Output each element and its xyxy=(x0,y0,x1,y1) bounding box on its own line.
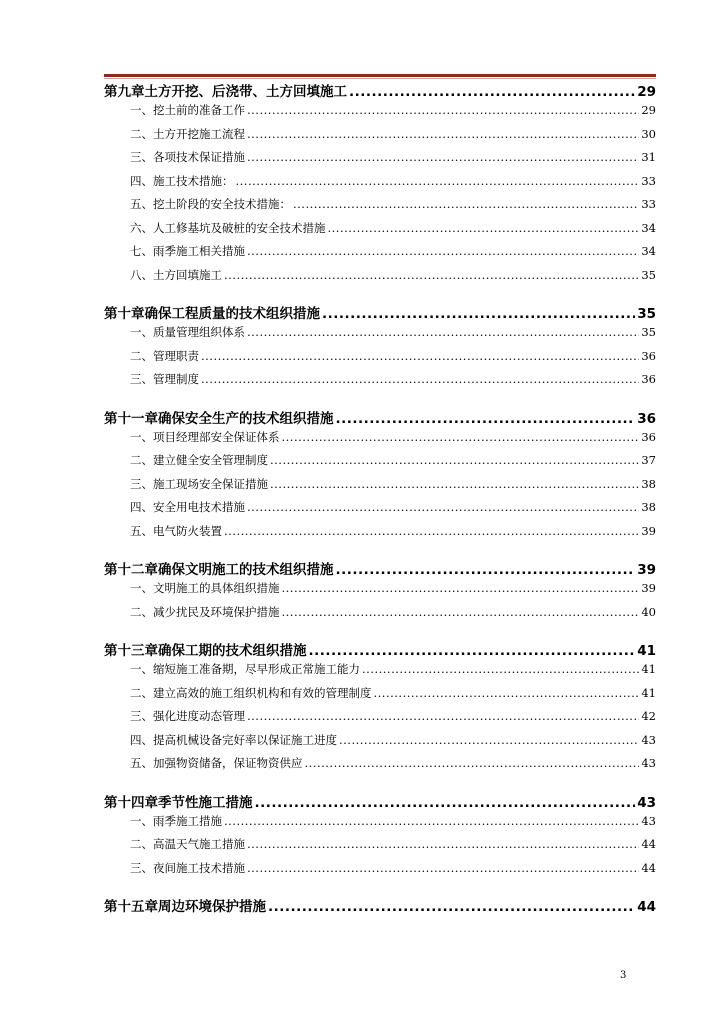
header-rule-thin xyxy=(104,78,656,79)
section-title: 施工技术措施： xyxy=(153,173,234,188)
chapter-page-number: 44 xyxy=(637,899,656,915)
section-title: 缩短施工准备期，尽早形成正常施工能力 xyxy=(153,662,360,676)
section-number: 二、 xyxy=(130,837,153,851)
toc-section-row[interactable] xyxy=(104,476,656,500)
toc-chapter-row[interactable] xyxy=(104,791,656,813)
section-page-number: 36 xyxy=(641,372,656,386)
chapter-number: 第十三章 xyxy=(104,643,158,659)
toc-chapter-row[interactable] xyxy=(104,895,656,917)
toc-chapter-row[interactable] xyxy=(104,407,656,429)
section-number: 一、 xyxy=(130,813,153,828)
toc-section-row[interactable] xyxy=(104,755,656,779)
chapter-title: 周边环境保护措施 xyxy=(158,899,266,915)
section-number: 二、 xyxy=(130,453,153,467)
section-title: 文明施工的具体组织措施 xyxy=(153,581,280,595)
section-title: 雨季施工相关措施 xyxy=(153,244,245,258)
toc-section-row[interactable] xyxy=(104,243,656,267)
section-page-number: 37 xyxy=(641,453,656,467)
table-of-contents xyxy=(104,80,656,917)
section-page-number: 43 xyxy=(641,756,656,770)
section-page-number: 35 xyxy=(641,267,656,282)
toc-section-row[interactable] xyxy=(104,685,656,709)
section-number: 五、 xyxy=(130,756,153,770)
dot-leader xyxy=(247,244,639,258)
section-number: 七、 xyxy=(130,244,153,258)
section-title: 加强物资储备，保证物资供应 xyxy=(153,756,303,770)
section-number: 三、 xyxy=(130,476,153,491)
toc-section-row[interactable] xyxy=(104,604,656,628)
chapter-number: 第十四章 xyxy=(104,794,158,811)
dot-leader xyxy=(224,524,639,538)
chapter-page-number: 29 xyxy=(637,84,656,100)
section-number: 三、 xyxy=(130,709,153,723)
section-page-number: 44 xyxy=(641,837,656,851)
section-number: 四、 xyxy=(130,732,153,747)
toc-section-row[interactable] xyxy=(104,708,656,732)
dot-leader xyxy=(282,581,640,595)
section-title: 管理职责 xyxy=(153,348,199,363)
toc-section-row[interactable] xyxy=(104,267,656,291)
section-title: 质量管理组织体系 xyxy=(153,325,245,339)
section-title: 挖土前的准备工作 xyxy=(153,103,245,117)
section-number: 一、 xyxy=(130,581,153,595)
toc-section-row[interactable] xyxy=(104,371,656,395)
section-number: 三、 xyxy=(130,150,153,164)
section-title: 土方回填施工 xyxy=(153,267,222,282)
toc-section-row[interactable] xyxy=(104,836,656,860)
chapter-title: 确保安全生产的技术组织措施 xyxy=(158,410,334,427)
chapter-number: 第十一章 xyxy=(104,410,158,427)
section-number: 二、 xyxy=(130,348,153,363)
section-page-number: 38 xyxy=(641,476,656,491)
dot-leader xyxy=(362,662,639,676)
section-number: 八、 xyxy=(130,267,153,282)
section-page-number: 36 xyxy=(641,429,656,444)
toc-section-row[interactable] xyxy=(104,149,656,173)
section-page-number: 35 xyxy=(641,325,656,339)
dot-leader xyxy=(309,643,636,659)
section-number: 一、 xyxy=(130,325,153,339)
section-number: 二、 xyxy=(130,126,153,141)
chapter-title: 确保文明施工的技术组织措施 xyxy=(158,562,334,578)
dot-leader xyxy=(247,127,639,141)
dot-leader xyxy=(247,150,639,164)
section-page-number: 40 xyxy=(641,604,656,619)
toc-section-row[interactable] xyxy=(104,452,656,476)
section-title: 各项技术保证措施 xyxy=(153,150,245,164)
chapter-page-number: 39 xyxy=(637,562,656,578)
dot-leader xyxy=(336,562,636,578)
toc-section-row[interactable] xyxy=(104,429,656,453)
toc-section-row[interactable] xyxy=(104,499,656,523)
chapter-title: 土方开挖、后浇带、土方回填施工 xyxy=(144,84,347,100)
chapter-title: 确保工程质量的技术组织措施 xyxy=(144,306,320,322)
section-page-number: 34 xyxy=(641,220,656,235)
section-number: 三、 xyxy=(130,860,153,875)
section-title: 强化进度动态管理 xyxy=(153,709,245,723)
section-title: 雨季施工措施 xyxy=(153,813,222,828)
section-title: 土方开挖施工流程 xyxy=(153,126,245,141)
section-page-number: 41 xyxy=(641,685,656,700)
dot-leader xyxy=(339,733,639,747)
dot-leader xyxy=(247,103,639,117)
dot-leader xyxy=(322,306,635,322)
section-number: 五、 xyxy=(130,197,153,211)
section-number: 三、 xyxy=(130,372,153,386)
section-title: 夜间施工技术措施 xyxy=(153,860,245,875)
section-number: 一、 xyxy=(130,103,153,117)
dot-leader xyxy=(293,197,639,211)
dot-leader xyxy=(270,453,639,467)
dot-leader xyxy=(255,795,636,811)
dot-leader xyxy=(305,756,640,770)
section-page-number: 41 xyxy=(641,662,656,676)
dot-leader xyxy=(247,500,639,514)
section-title: 项目经理部安全保证体系 xyxy=(153,429,280,444)
section-title: 挖土阶段的安全技术措施： xyxy=(153,197,291,211)
section-page-number: 36 xyxy=(641,348,656,363)
chapter-number: 第十章 xyxy=(104,306,145,322)
section-title: 管理制度 xyxy=(153,372,199,386)
section-title: 高温天气施工措施 xyxy=(153,837,245,851)
chapter-title: 确保工期的技术组织措施 xyxy=(158,643,307,659)
chapter-number: 第十五章 xyxy=(104,899,158,915)
section-page-number: 43 xyxy=(641,732,656,747)
toc-section-row[interactable] xyxy=(104,732,656,756)
section-number: 四、 xyxy=(130,173,153,188)
dot-leader xyxy=(282,430,640,444)
chapter-page-number: 41 xyxy=(637,643,656,659)
section-page-number: 29 xyxy=(641,103,656,117)
section-number: 四、 xyxy=(130,500,153,514)
section-page-number: 30 xyxy=(641,126,656,141)
section-title: 安全用电技术措施 xyxy=(153,500,245,514)
section-title: 建立高效的施工组织机构和有效的管理制度 xyxy=(153,685,372,700)
dot-leader xyxy=(224,268,639,282)
chapter-page-number: 35 xyxy=(637,306,656,322)
dot-leader xyxy=(247,709,639,723)
section-page-number: 42 xyxy=(641,709,656,723)
chapter-number: 第九章 xyxy=(104,84,145,100)
dot-leader xyxy=(224,814,639,828)
dot-leader xyxy=(247,325,639,339)
toc-section-row[interactable] xyxy=(104,580,656,604)
toc-section-row[interactable] xyxy=(104,523,656,547)
dot-leader xyxy=(374,686,640,700)
dot-leader xyxy=(328,221,640,235)
section-number: 一、 xyxy=(130,429,153,444)
dot-leader xyxy=(349,84,635,100)
section-number: 五、 xyxy=(130,523,153,538)
chapter-title: 季节性施工措施 xyxy=(158,794,253,811)
section-title: 提高机械设备完好率以保证施工进度 xyxy=(153,732,337,747)
section-title: 建立健全安全管理制度 xyxy=(153,453,268,467)
toc-chapter-row[interactable] xyxy=(104,80,656,102)
section-title: 施工现场安全保证措施 xyxy=(153,476,268,491)
toc-section-row[interactable] xyxy=(104,102,656,126)
section-page-number: 44 xyxy=(641,860,656,875)
dot-leader xyxy=(247,837,639,851)
dot-leader xyxy=(236,174,640,188)
chapter-number: 第十二章 xyxy=(104,562,158,578)
dot-leader xyxy=(201,372,639,386)
section-page-number: 33 xyxy=(641,197,656,211)
chapter-page-number: 36 xyxy=(637,410,656,427)
toc-section-row[interactable] xyxy=(104,173,656,197)
section-page-number: 43 xyxy=(641,813,656,828)
toc-chapter-row[interactable] xyxy=(104,639,656,661)
dot-leader xyxy=(270,477,639,491)
section-page-number: 39 xyxy=(641,523,656,538)
toc-section-row[interactable] xyxy=(104,324,656,348)
dot-leader xyxy=(201,349,639,363)
section-number: 六、 xyxy=(130,220,153,235)
chapter-page-number: 43 xyxy=(637,794,656,811)
section-title: 人工修基坑及破桩的安全技术措施 xyxy=(153,220,326,235)
section-number: 二、 xyxy=(130,604,153,619)
section-page-number: 31 xyxy=(641,150,656,164)
toc-section-row[interactable] xyxy=(104,860,656,884)
toc-section-row[interactable] xyxy=(104,813,656,837)
page-number: 3 xyxy=(620,970,627,981)
section-page-number: 38 xyxy=(641,500,656,514)
toc-section-row[interactable] xyxy=(104,196,656,220)
toc-section-row[interactable] xyxy=(104,220,656,244)
dot-leader xyxy=(247,861,639,875)
toc-section-row[interactable] xyxy=(104,348,656,372)
section-title: 电气防火装置 xyxy=(153,523,222,538)
toc-section-row[interactable] xyxy=(104,661,656,685)
toc-section-row[interactable] xyxy=(104,126,656,150)
section-title: 减少扰民及环境保护措施 xyxy=(153,604,280,619)
toc-chapter-row[interactable] xyxy=(104,302,656,324)
dot-leader xyxy=(336,411,636,427)
header-rule xyxy=(104,74,656,77)
section-number: 一、 xyxy=(130,662,153,676)
section-page-number: 34 xyxy=(641,244,656,258)
section-page-number: 33 xyxy=(641,173,656,188)
section-page-number: 39 xyxy=(641,581,656,595)
dot-leader xyxy=(282,605,640,619)
dot-leader xyxy=(268,899,635,915)
toc-chapter-row[interactable] xyxy=(104,558,656,580)
section-number: 二、 xyxy=(130,685,153,700)
